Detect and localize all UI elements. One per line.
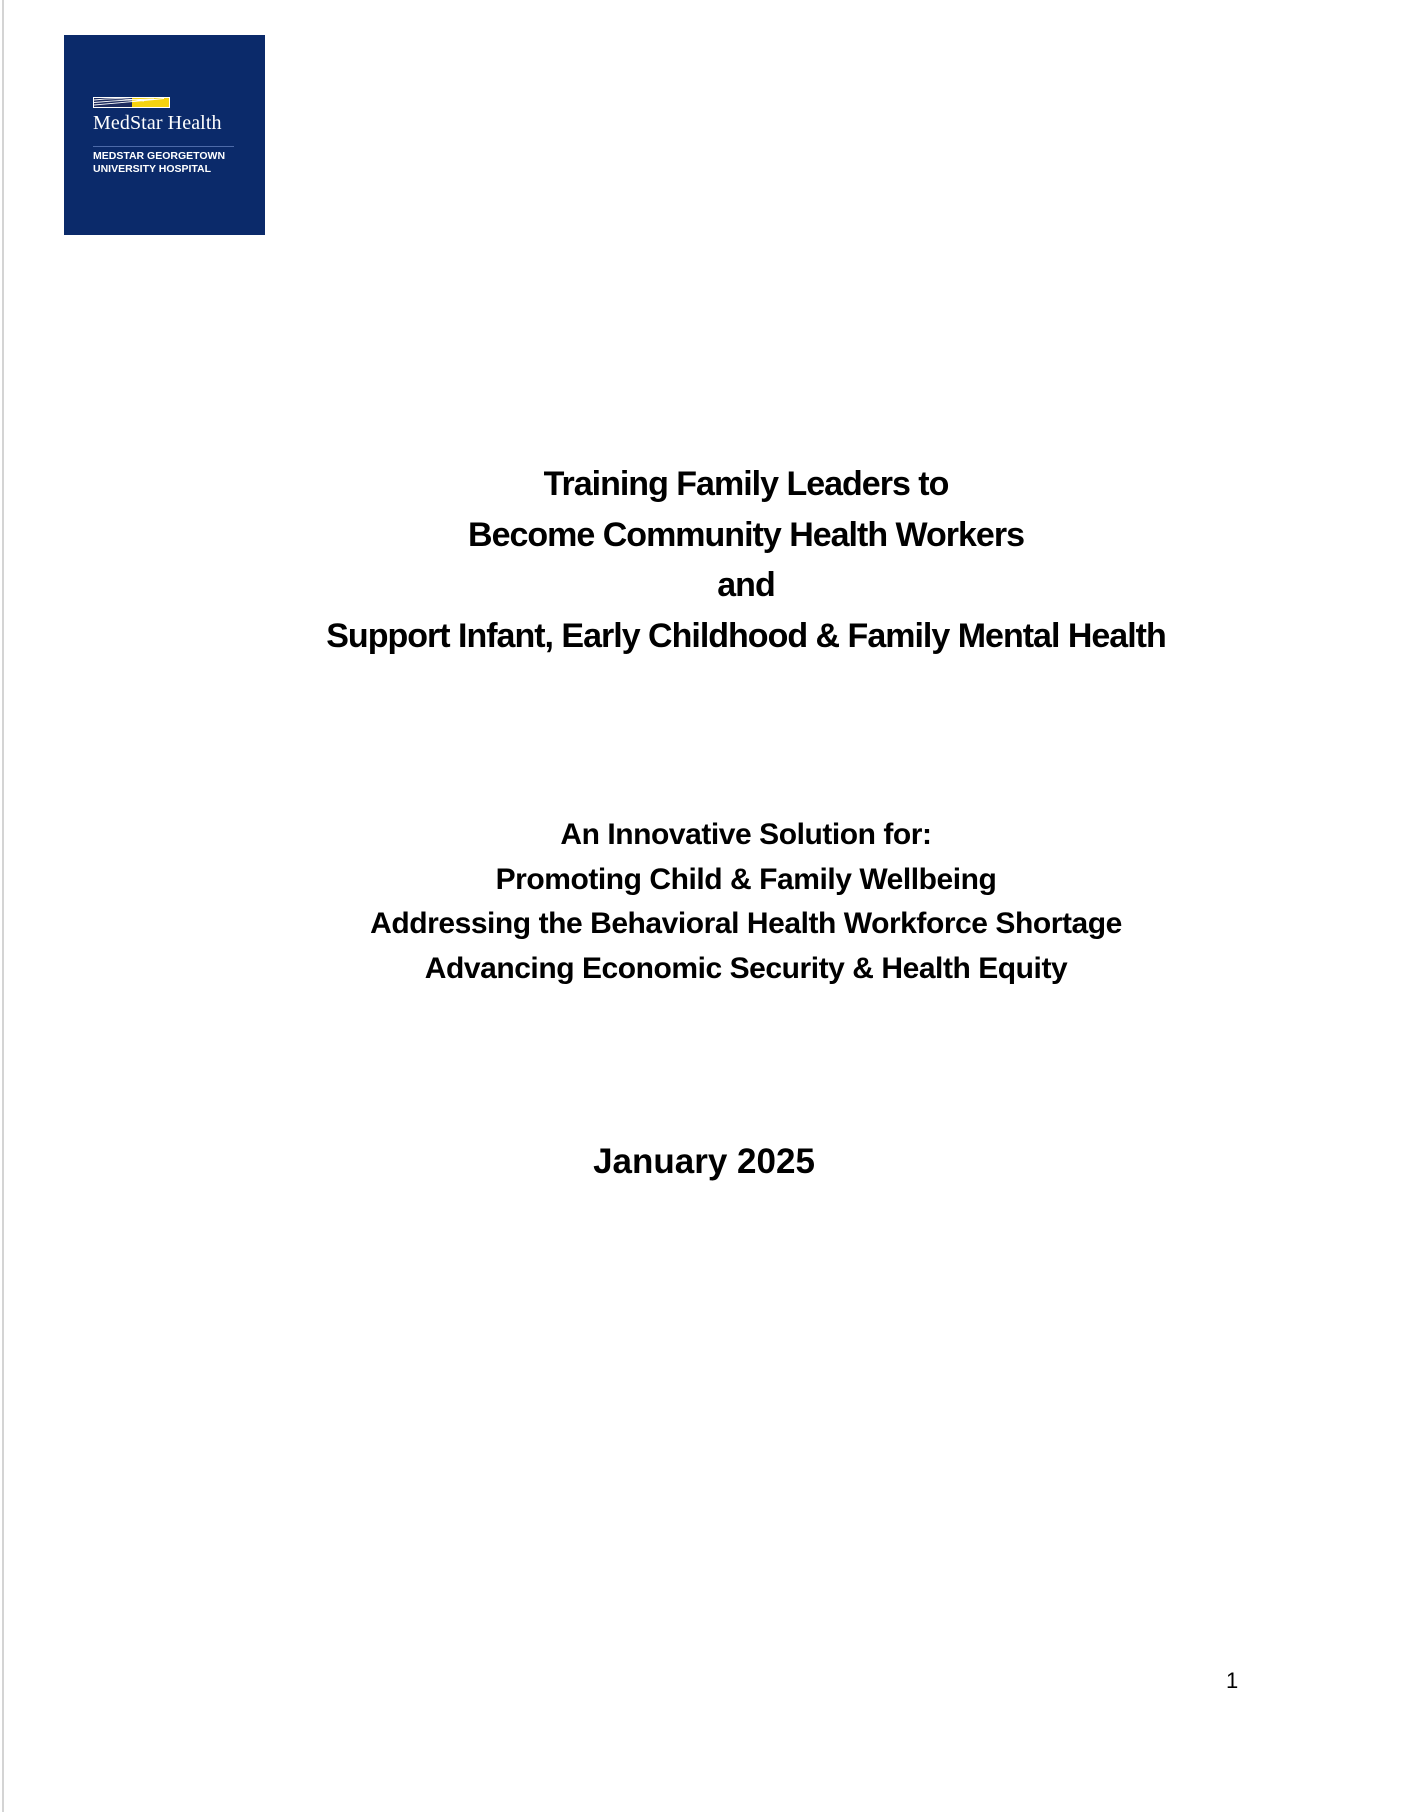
hospital-name-line: MEDSTAR GEORGETOWN [93, 150, 226, 162]
subtitle-line: An Innovative Solution for: [560, 818, 932, 851]
logo-wordmark: MedStar Health [93, 112, 222, 134]
logo-hospital-name [93, 150, 225, 176]
title-line: Training Family Leaders to [543, 465, 949, 503]
subtitle-line: Addressing the Behavioral Health Workforce Shortage [370, 907, 1122, 941]
title-line: Become Community Health Workers [468, 515, 1024, 554]
document-title [0, 459, 1402, 661]
subtitle-line: Advancing Economic Security & Health Equity [424, 952, 1068, 986]
title-line: and [717, 566, 775, 604]
page-number: 1 [1226, 1668, 1239, 1693]
subtitle-line: Promoting Child & Family Wellbeing [495, 862, 997, 896]
logo-divider [93, 146, 234, 147]
title-line: Support Infant, Early Childhood & Family Mental Health [326, 616, 1166, 655]
medstar-emblem-icon [93, 97, 170, 108]
document-subtitle [0, 813, 1402, 992]
hospital-name-line: UNIVERSITY HOSPITAL [93, 163, 212, 175]
document-date: January 2025 [593, 1142, 815, 1181]
medstar-logo [64, 35, 265, 235]
